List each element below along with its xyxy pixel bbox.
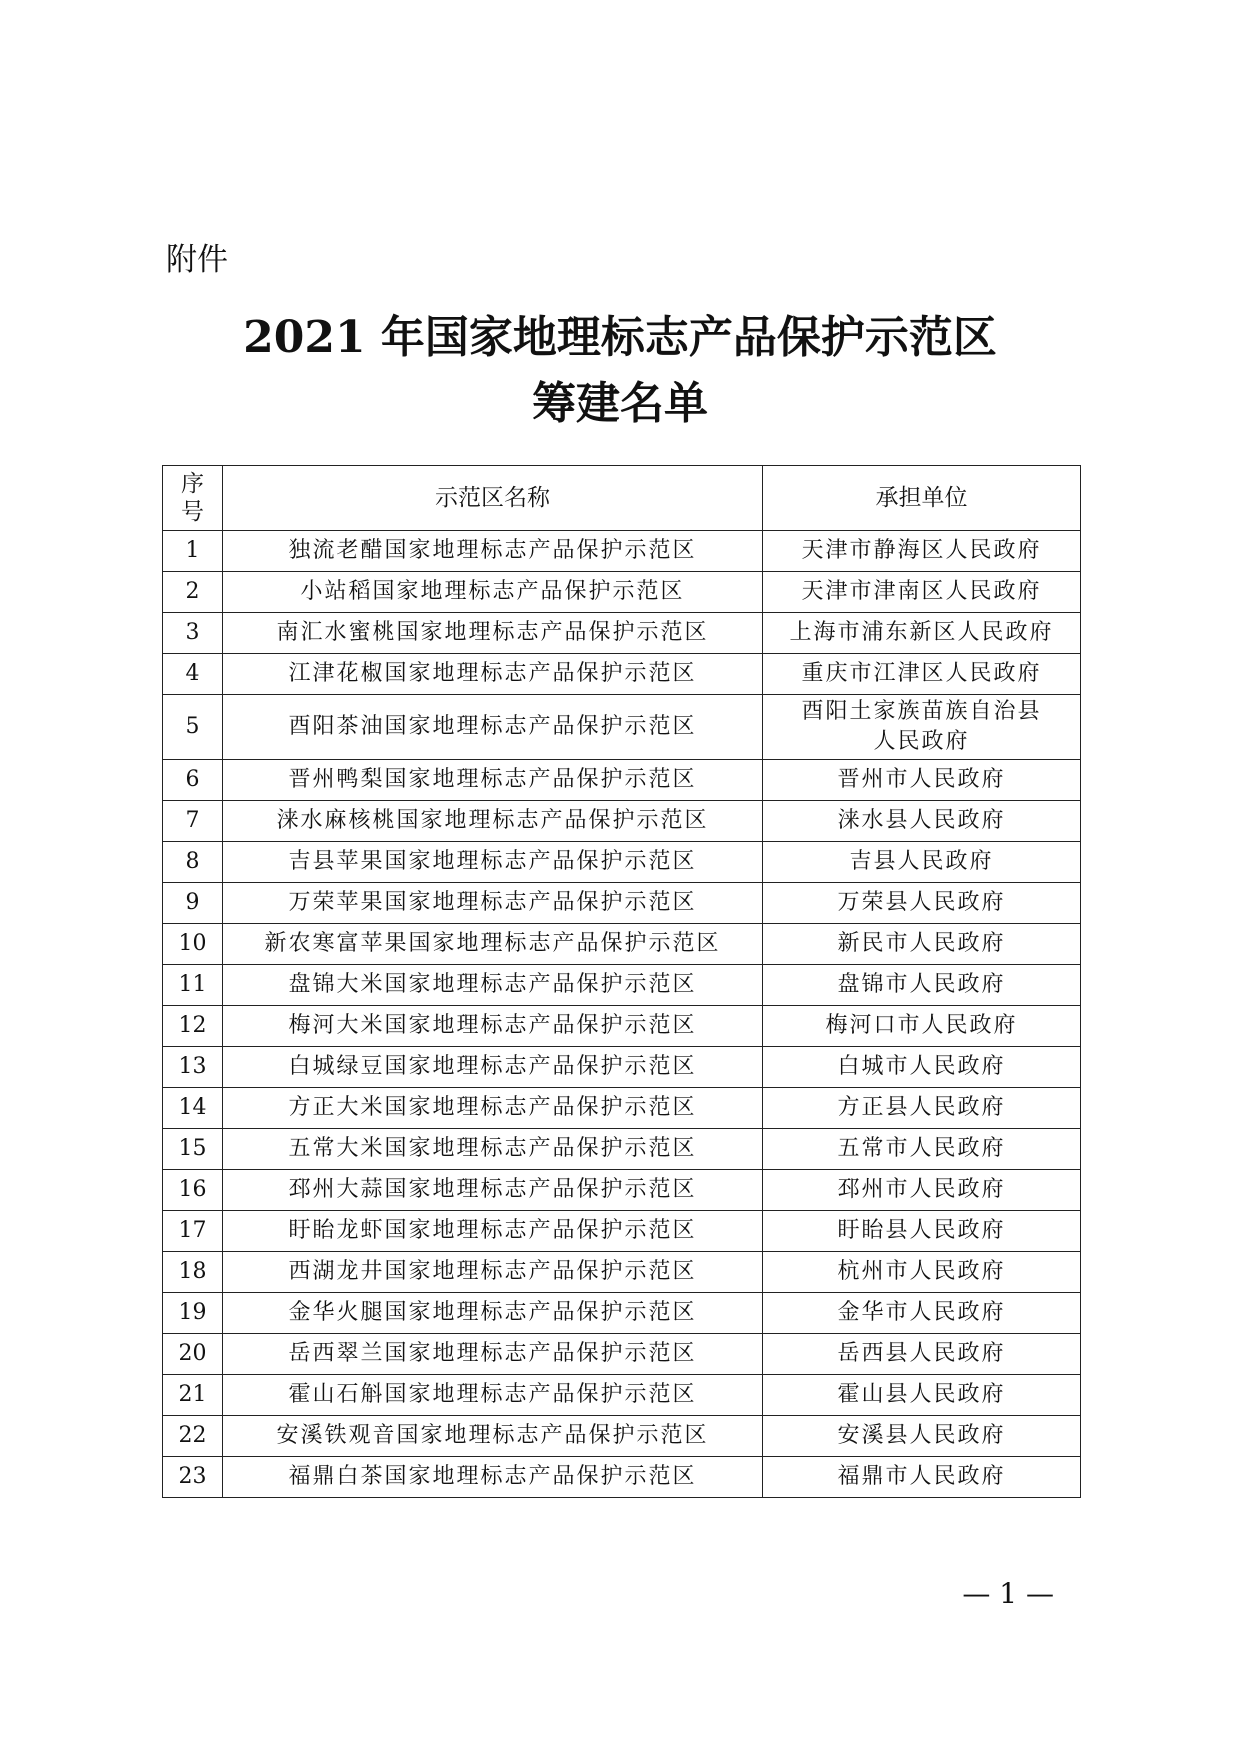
responsible-unit: 酉阳土家族苗族自治县人民政府 <box>763 695 1081 760</box>
row-index: 19 <box>163 1293 223 1334</box>
table-row <box>163 1457 1081 1498</box>
responsible-unit: 涞水县人民政府 <box>763 801 1081 842</box>
row-index: 5 <box>163 695 223 760</box>
zone-name: 霍山石斛国家地理标志产品保护示范区 <box>223 1375 763 1416</box>
zone-name: 涞水麻核桃国家地理标志产品保护示范区 <box>223 801 763 842</box>
row-index: 2 <box>163 572 223 613</box>
zone-name: 盱眙龙虾国家地理标志产品保护示范区 <box>223 1211 763 1252</box>
responsible-unit: 吉县人民政府 <box>763 842 1081 883</box>
row-index: 3 <box>163 613 223 654</box>
table-row <box>163 1047 1081 1088</box>
responsible-unit: 方正县人民政府 <box>763 1088 1081 1129</box>
responsible-unit: 重庆市江津区人民政府 <box>763 654 1081 695</box>
responsible-unit: 金华市人民政府 <box>763 1293 1081 1334</box>
responsible-unit: 天津市静海区人民政府 <box>763 531 1081 572</box>
table-row <box>163 1170 1081 1211</box>
row-index: 10 <box>163 924 223 965</box>
zone-name: 新农寒富苹果国家地理标志产品保护示范区 <box>223 924 763 965</box>
table-header-row <box>163 466 1081 531</box>
responsible-unit: 福鼎市人民政府 <box>763 1457 1081 1498</box>
row-index: 12 <box>163 1006 223 1047</box>
row-index: 6 <box>163 760 223 801</box>
responsible-unit: 岳西县人民政府 <box>763 1334 1081 1375</box>
responsible-unit: 杭州市人民政府 <box>763 1252 1081 1293</box>
responsible-unit: 盱眙县人民政府 <box>763 1211 1081 1252</box>
zone-name: 万荣苹果国家地理标志产品保护示范区 <box>223 883 763 924</box>
zone-name: 安溪铁观音国家地理标志产品保护示范区 <box>223 1416 763 1457</box>
row-index: 13 <box>163 1047 223 1088</box>
table-row <box>163 531 1081 572</box>
table-row <box>163 760 1081 801</box>
zone-name: 金华火腿国家地理标志产品保护示范区 <box>223 1293 763 1334</box>
row-index: 23 <box>163 1457 223 1498</box>
table-row <box>163 1211 1081 1252</box>
zone-name: 五常大米国家地理标志产品保护示范区 <box>223 1129 763 1170</box>
responsible-unit: 梅河口市人民政府 <box>763 1006 1081 1047</box>
zone-name: 邳州大蒜国家地理标志产品保护示范区 <box>223 1170 763 1211</box>
table-row <box>163 1293 1081 1334</box>
row-index: 15 <box>163 1129 223 1170</box>
responsible-unit: 新民市人民政府 <box>763 924 1081 965</box>
document-title: 2021 年国家地理标志产品保护示范区 <box>243 312 997 363</box>
table-row <box>163 842 1081 883</box>
attachment-label: 附件 <box>166 242 228 278</box>
row-index: 4 <box>163 654 223 695</box>
zone-name: 梅河大米国家地理标志产品保护示范区 <box>223 1006 763 1047</box>
responsible-unit: 白城市人民政府 <box>763 1047 1081 1088</box>
table-row <box>163 1252 1081 1293</box>
row-index: 18 <box>163 1252 223 1293</box>
table-row <box>163 1416 1081 1457</box>
zone-name: 独流老醋国家地理标志产品保护示范区 <box>223 531 763 572</box>
table-row <box>163 695 1081 760</box>
row-index: 22 <box>163 1416 223 1457</box>
zone-name: 盘锦大米国家地理标志产品保护示范区 <box>223 965 763 1006</box>
responsible-unit: 晋州市人民政府 <box>763 760 1081 801</box>
row-index: 7 <box>163 801 223 842</box>
table-row <box>163 965 1081 1006</box>
row-index: 21 <box>163 1375 223 1416</box>
table-row <box>163 883 1081 924</box>
row-index: 8 <box>163 842 223 883</box>
document-subtitle: 筹建名单 <box>532 378 708 429</box>
table-row <box>163 1088 1081 1129</box>
responsible-unit: 安溪县人民政府 <box>763 1416 1081 1457</box>
responsible-unit: 天津市津南区人民政府 <box>763 572 1081 613</box>
table-body <box>163 531 1081 1498</box>
row-index: 16 <box>163 1170 223 1211</box>
zone-name: 福鼎白茶国家地理标志产品保护示范区 <box>223 1457 763 1498</box>
table-row <box>163 924 1081 965</box>
row-index: 11 <box>163 965 223 1006</box>
header-index-label: 序号 <box>181 471 204 525</box>
table-row <box>163 1375 1081 1416</box>
row-index: 1 <box>163 531 223 572</box>
table-row <box>163 613 1081 654</box>
responsible-unit: 上海市浦东新区人民政府 <box>763 613 1081 654</box>
header-index <box>163 466 223 531</box>
zone-name: 江津花椒国家地理标志产品保护示范区 <box>223 654 763 695</box>
row-index: 20 <box>163 1334 223 1375</box>
page-number: — 1 — <box>962 1577 1054 1610</box>
responsible-unit: 邳州市人民政府 <box>763 1170 1081 1211</box>
zone-name: 方正大米国家地理标志产品保护示范区 <box>223 1088 763 1129</box>
table-row <box>163 654 1081 695</box>
row-index: 14 <box>163 1088 223 1129</box>
zone-name: 小站稻国家地理标志产品保护示范区 <box>223 572 763 613</box>
responsible-unit: 五常市人民政府 <box>763 1129 1081 1170</box>
zone-name: 岳西翠兰国家地理标志产品保护示范区 <box>223 1334 763 1375</box>
table-row <box>163 572 1081 613</box>
header-name: 示范区名称 <box>223 466 763 531</box>
zone-name: 吉县苹果国家地理标志产品保护示范区 <box>223 842 763 883</box>
zone-name: 晋州鸭梨国家地理标志产品保护示范区 <box>223 760 763 801</box>
table-row <box>163 801 1081 842</box>
table-row <box>163 1334 1081 1375</box>
responsible-unit: 霍山县人民政府 <box>763 1375 1081 1416</box>
zone-name: 西湖龙井国家地理标志产品保护示范区 <box>223 1252 763 1293</box>
zone-name: 白城绿豆国家地理标志产品保护示范区 <box>223 1047 763 1088</box>
table-row <box>163 1129 1081 1170</box>
zone-name: 南汇水蜜桃国家地理标志产品保护示范区 <box>223 613 763 654</box>
zone-name: 酉阳茶油国家地理标志产品保护示范区 <box>223 695 763 760</box>
row-index: 17 <box>163 1211 223 1252</box>
table-row <box>163 1006 1081 1047</box>
demonstration-zone-table <box>162 465 1081 1498</box>
header-unit: 承担单位 <box>763 466 1081 531</box>
responsible-unit: 盘锦市人民政府 <box>763 965 1081 1006</box>
row-index: 9 <box>163 883 223 924</box>
responsible-unit: 万荣县人民政府 <box>763 883 1081 924</box>
